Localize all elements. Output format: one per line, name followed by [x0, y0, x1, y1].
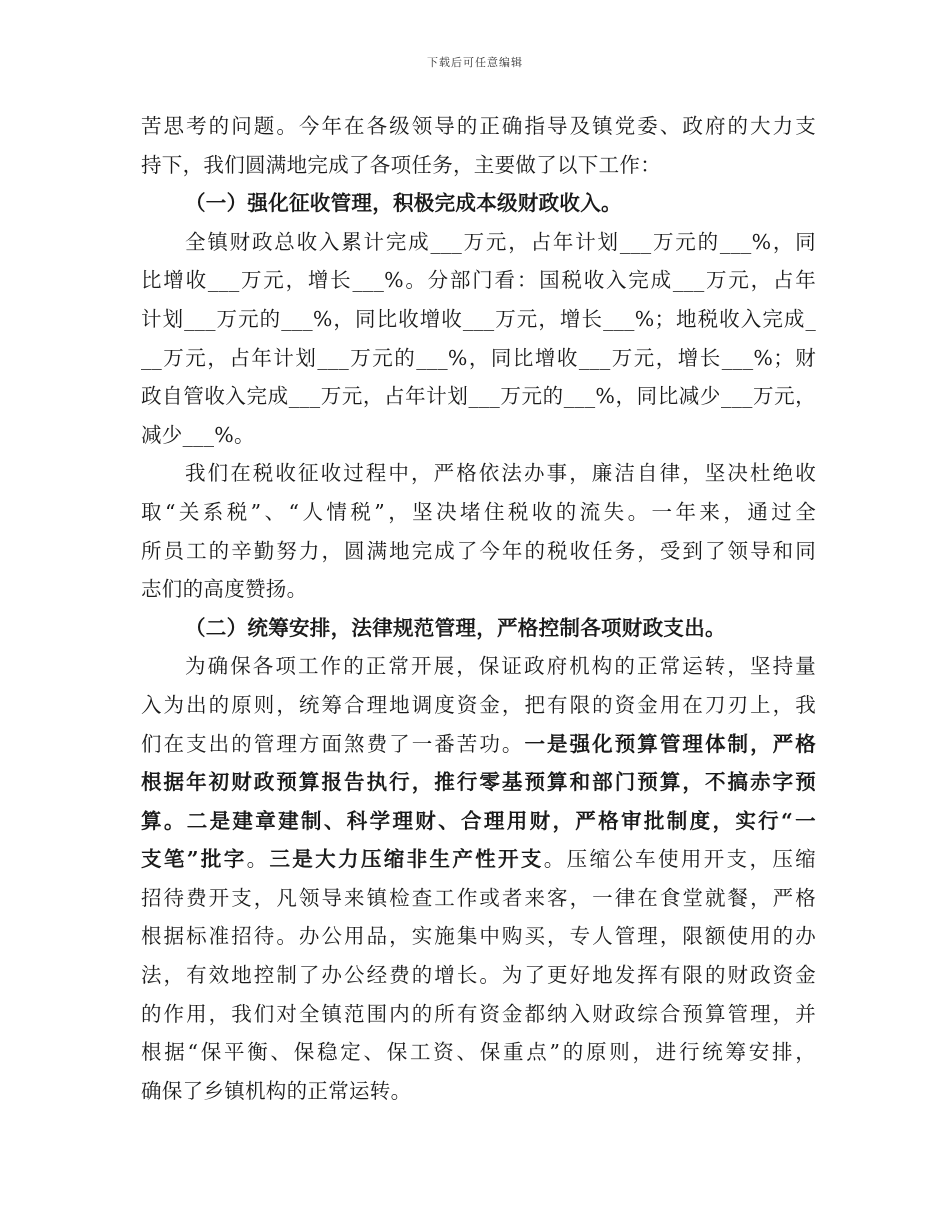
text-segment: 志们的高度赞扬。 — [141, 577, 308, 602]
text-segment: 全镇财政总收入累计完成___万元，占年计划___万元的___%，同 — [185, 229, 816, 254]
text-line — [141, 570, 816, 609]
text-line — [141, 647, 816, 686]
text-segment: 。压缩公车使用开支，压缩 — [543, 847, 816, 872]
text-line — [141, 223, 816, 262]
text-segment: 法，有效地控制了办公经费的增长。为了更好地发挥有限的财政资金 — [141, 963, 816, 988]
text-line — [141, 300, 816, 339]
bold-text-segment: 一是强化预算管理体制，严格 — [524, 731, 816, 756]
text-line — [141, 107, 816, 146]
text-line — [141, 879, 816, 918]
header-note: 下载后可任意编辑 — [427, 56, 523, 69]
section-heading — [141, 609, 816, 648]
bold-text-segment: （二）统筹安排，法律规范管理，严格控制各项财政支出。 — [185, 615, 726, 640]
text-segment: 政自管收入完成___万元，占年计划___万元的___%，同比减少___万元， — [141, 384, 816, 409]
text-segment: 入为出的原则，统筹合理地调度资金，把有限的资金用在刀刃上，我 — [141, 692, 816, 717]
text-segment: 取“关系税”、“人情税”，坚决堵住税收的流失。一年来，通过全 — [141, 499, 816, 524]
bold-text-segment: （一）强化征收管理，积极完成本级财政收入。 — [185, 191, 622, 216]
text-line — [141, 840, 816, 879]
text-line — [141, 146, 816, 185]
text-line — [141, 995, 816, 1034]
bold-text-segment: 三是大力压缩非生产性开支 — [269, 847, 544, 872]
text-line — [141, 261, 816, 300]
text-segment: 根据“保平衡、保稳定、保工资、保重点”的原则，进行统筹安排， — [141, 1040, 816, 1065]
text-segment: 苦思考的问题。今年在各级领导的正确指导及镇党委、政府的大力支 — [141, 114, 816, 138]
bold-text-segment: 二是建章建制、科学理财、合理用财，严格审批制度，实行“一 — [186, 808, 816, 833]
text-line — [141, 493, 816, 532]
text-segment: 们在支出的管理方面煞费了一番苦功。 — [141, 731, 525, 756]
text-line — [141, 725, 816, 764]
document-body — [141, 107, 816, 1110]
text-line — [141, 416, 816, 455]
text-line — [141, 802, 816, 841]
text-line — [141, 917, 816, 956]
text-segment: 比增收___万元，增长___%。分部门看：国税收入完成___万元，占年 — [141, 268, 816, 293]
text-segment: 持下，我们圆满地完成了各项任务，主要做了以下工作： — [141, 152, 661, 177]
text-segment: 确保了乡镇机构的正常运转。 — [141, 1078, 412, 1103]
text-segment: 减少___%。 — [141, 422, 255, 447]
text-line — [141, 532, 816, 571]
text-line — [141, 1072, 816, 1111]
text-line — [141, 339, 816, 378]
bold-text-segment: 根据年初财政预算报告执行，推行零基预算和部门预算，不搞赤字预 — [141, 770, 816, 795]
text-line — [141, 686, 816, 725]
text-segment: 我们在税收征收过程中，严格依法办事，廉洁自律，坚决杜绝收 — [185, 461, 816, 486]
text-segment: __万元，占年计划___万元的___%，同比增收___万元，增长___%；财 — [141, 345, 816, 370]
text-segment: 根据标准招待。办公用品，实施集中购买，专人管理，限额使用的办 — [141, 924, 816, 949]
text-segment: 为确保各项工作的正常开展，保证政府机构的正常运转，坚持量 — [185, 654, 816, 679]
text-line — [141, 956, 816, 995]
text-segment: 招待费开支，凡领导来镇检查工作或者来客，一律在食堂就餐，严格 — [141, 885, 816, 910]
section-heading — [141, 184, 816, 223]
text-segment: 的作用，我们对全镇范围内的所有资金都纳入财政综合预算管理，并 — [141, 1001, 816, 1026]
text-segment: 所员工的辛勤努力，圆满地完成了今年的税收任务，受到了领导和同 — [141, 538, 816, 563]
text-line — [141, 763, 816, 802]
bold-text-segment: 支笔”批字 — [141, 847, 247, 872]
text-line — [141, 1033, 816, 1072]
bold-text-segment: 算。 — [141, 808, 187, 833]
text-line — [141, 377, 816, 416]
text-segment: 。 — [246, 847, 270, 872]
text-line — [141, 454, 816, 493]
text-segment: 计划___万元的___%，同比收增收___万元，增长___%；地税收入完成_ — [141, 306, 816, 331]
